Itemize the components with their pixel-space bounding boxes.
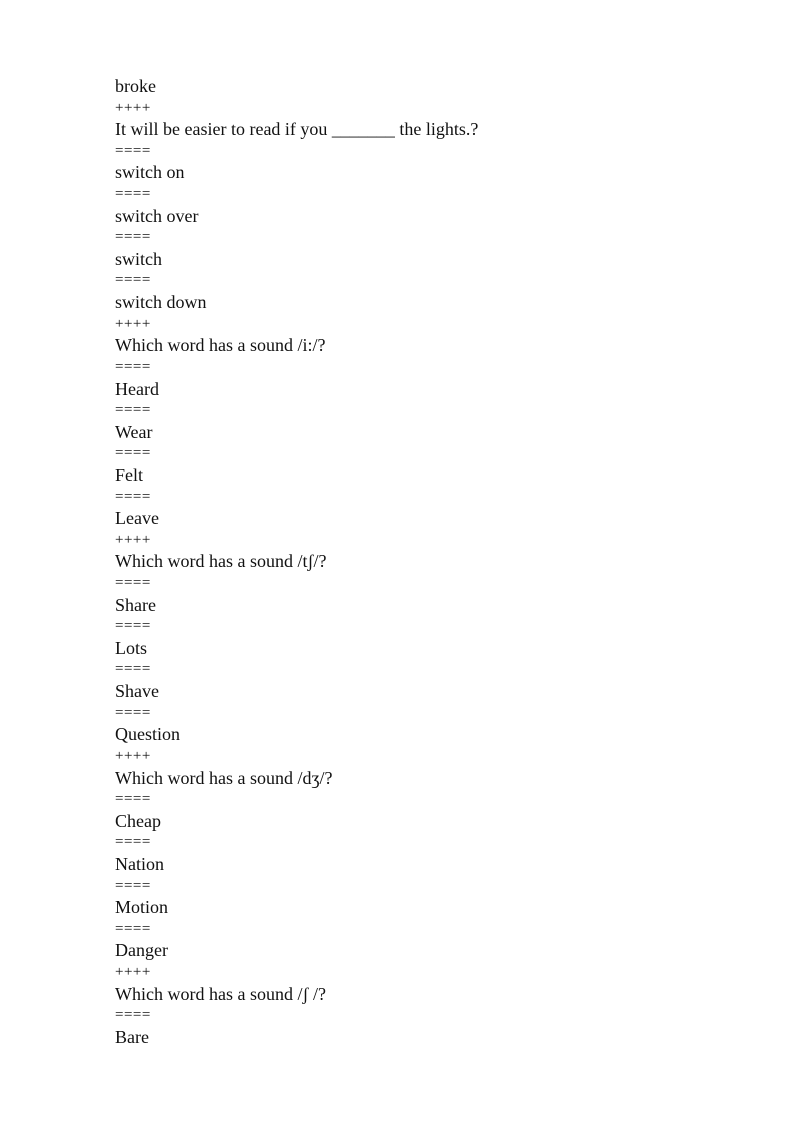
separator-line: ====: [115, 402, 151, 419]
separator-line: ====: [115, 1007, 151, 1024]
text-line: Lots: [115, 637, 148, 658]
text-line: Leave: [115, 508, 159, 529]
text-line: Which word has a sound /ʃ /?: [115, 983, 326, 1004]
text-line: Which word has a sound /dʒ/?: [115, 767, 333, 788]
separator-line: ====: [115, 358, 151, 375]
separator-line: ++++: [115, 963, 151, 980]
text-line: Question: [115, 724, 180, 745]
text-line: switch on: [115, 162, 185, 183]
separator-line: ++++: [115, 315, 151, 332]
text-line: Which word has a sound /tʃ/?: [115, 551, 327, 572]
text-line: broke: [115, 76, 156, 96]
text-line: Felt: [115, 464, 144, 485]
separator-line: ====: [115, 488, 151, 505]
separator-line: ++++: [115, 99, 151, 116]
text-line: Bare: [115, 1026, 149, 1047]
separator-line: ====: [115, 445, 151, 462]
text-line: Nation: [115, 853, 164, 874]
separator-line: ====: [115, 834, 151, 851]
separator-line: ====: [115, 791, 151, 808]
separator-line: ++++: [115, 531, 151, 548]
text-line: Heard: [115, 378, 159, 399]
separator-line: ====: [115, 661, 151, 678]
separator-line: ====: [115, 877, 151, 894]
separator-line: ====: [115, 142, 151, 159]
separator-line: ++++: [115, 747, 151, 764]
text-line: Share: [115, 594, 156, 615]
text-line: Motion: [115, 897, 169, 918]
text-line: Shave: [115, 681, 159, 702]
separator-line: ====: [115, 272, 151, 289]
document-body: [115, 76, 755, 1048]
text-line: Cheap: [115, 810, 161, 831]
text-line: switch over: [115, 205, 199, 226]
text-line: switch: [115, 248, 162, 269]
separator-line: ====: [115, 920, 151, 937]
separator-line: ====: [115, 704, 151, 721]
separator-line: ====: [115, 186, 151, 203]
separator-line: ====: [115, 229, 151, 246]
text-line: Danger: [115, 940, 168, 961]
separator-line: ====: [115, 618, 151, 635]
text-line: switch down: [115, 292, 207, 313]
separator-line: ====: [115, 575, 151, 592]
text-line: Wear: [115, 421, 153, 442]
text-line: Which word has a sound /i:/?: [115, 335, 326, 356]
text-line: It will be easier to read if you _______ the lights.?: [115, 119, 479, 140]
